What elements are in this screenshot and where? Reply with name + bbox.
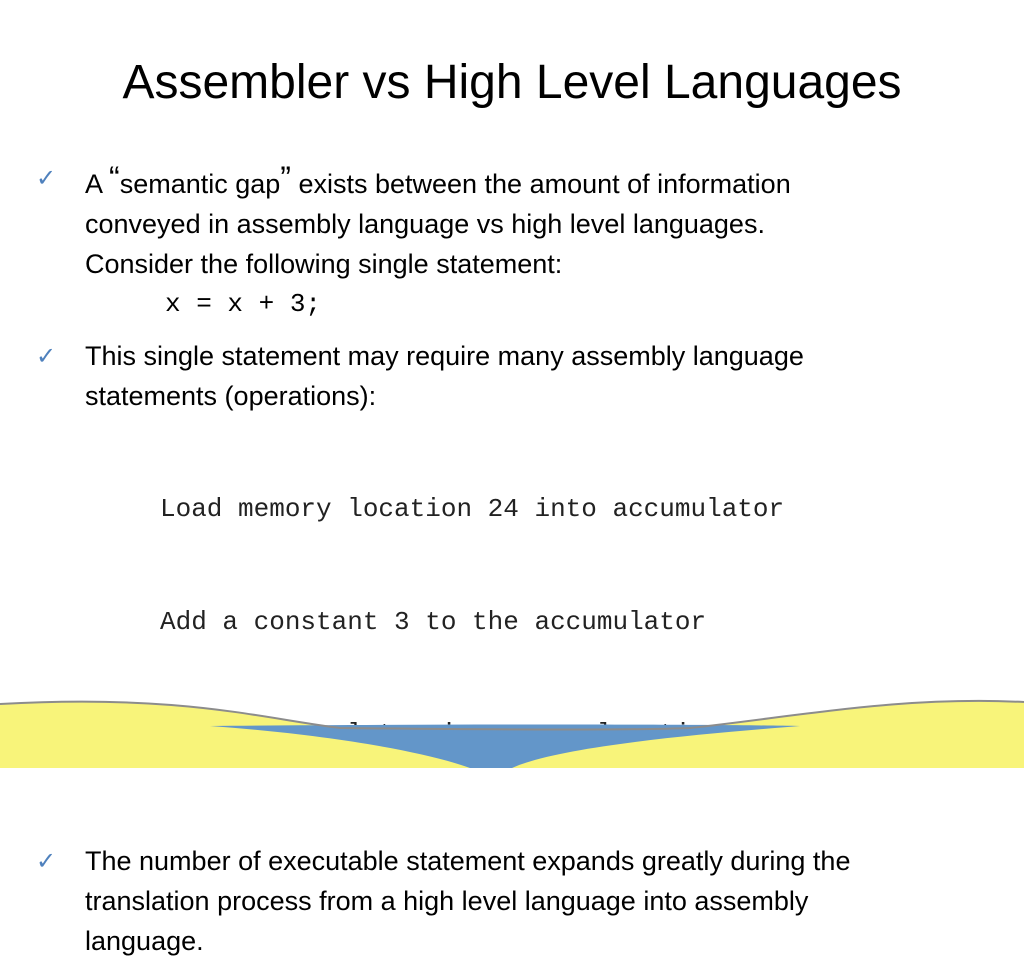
quoted-term: semantic gap (119, 169, 281, 199)
bullet-text: This single statement may require many assembly language statements (operations): (85, 341, 804, 411)
bullet-item-translation (36, 841, 996, 961)
bullet-text (85, 160, 791, 279)
bullet-suffix: exists between the amount of information conveyed in assembly language vs high level languages. Consider the following single statement: (85, 169, 791, 279)
code-line: Load memory location 24 into accumulator (160, 494, 785, 524)
checkmark-icon: ✓ (36, 164, 57, 192)
checkmark-icon: ✓ (36, 342, 57, 370)
decorative-wave-band (0, 690, 1024, 768)
bullet-list (36, 158, 996, 973)
bullet-text: The number of executable statement expands greatly during the translation process from a high level language into assembly language. (85, 845, 851, 956)
code-line: Add a constant 3 to the accumulator (160, 606, 707, 637)
slide-title: Assembler vs High Level Languages (122, 56, 902, 109)
checkmark-icon: ✓ (36, 846, 57, 875)
bullet-prefix: A (85, 169, 110, 199)
open-quote: “ (109, 160, 120, 196)
bullet-item-semantic-gap (36, 158, 996, 324)
close-quote: ” (280, 160, 291, 196)
code-statement: x = x + 3; (165, 289, 322, 319)
